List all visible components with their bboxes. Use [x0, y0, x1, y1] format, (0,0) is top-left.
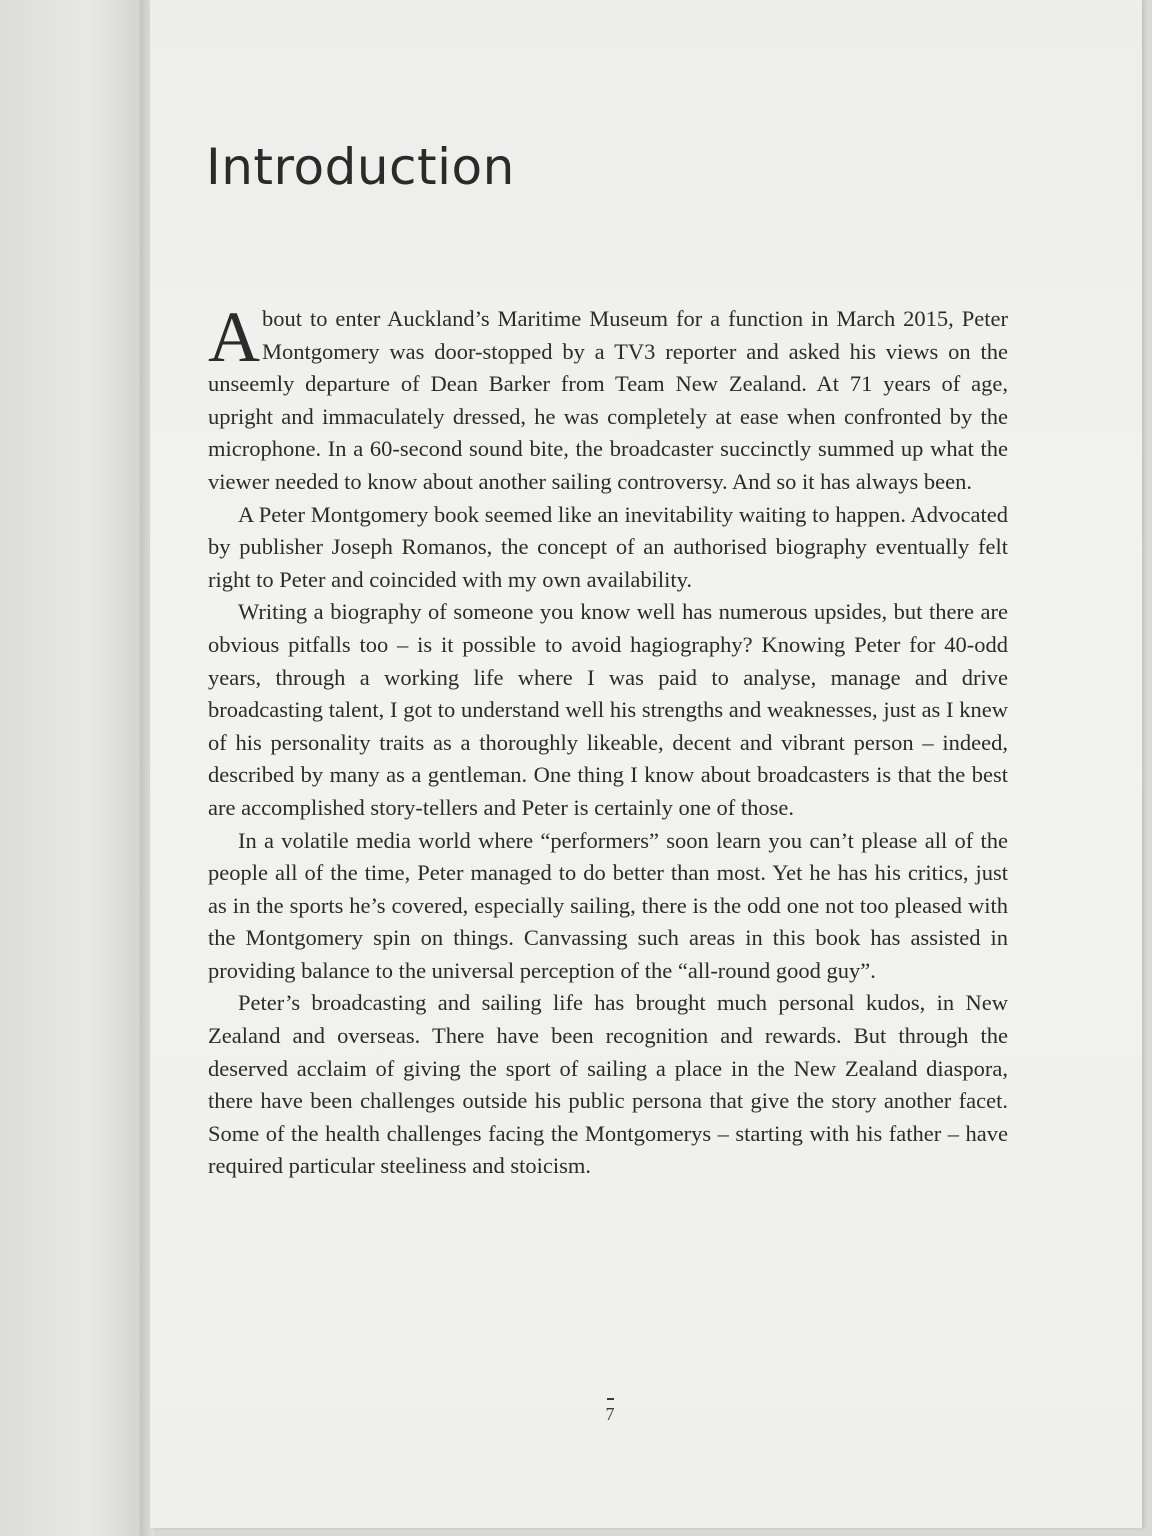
page-number: 7: [150, 1398, 1070, 1425]
body-text: [208, 297, 1008, 1183]
book-page: [150, 0, 1142, 1528]
paragraph-4: In a volatile media world where “performers” soon learn you can’t please all of the people all of the time, Peter managed to do better than most. Yet he has his critics, just as in the sports he’s covered, especially sailing, there is the odd one not too pleased with the Montgomery spin on things. Canvassing such areas in this book has assisted in providing balance to the universal perception of the “all-round good guy”.: [208, 827, 1008, 983]
drop-cap: A: [208, 297, 260, 377]
paragraph-2: A Peter Montgomery book seemed like an inevitability waiting to happen. Advocated by publisher Joseph Romanos, the concept of an authorised biography eventually felt right to Peter and coincided with my own availability.: [208, 501, 1008, 592]
paragraph-3: Writing a biography of someone you know well has numerous upsides, but there are obvious pitfalls too – is it possible to avoid hagiography? Knowing Peter for 40-odd years, through a working life where I was paid to analyse, manage and drive broadcasting talent, I got to understand well his strengths and weaknesses, just as I knew of his personality traits as a thoroughly likeable, decent and vibrant person – indeed, described by many as a gentleman. One thing I know about broadcasters is that the best are accomplished story-tellers and Peter is certainly one of those.: [208, 599, 1008, 820]
paragraph-1-text: bout to enter Auckland’s Maritime Museum for a function in March 2015, Peter Montgomery was door-stopped by a TV3 reporter and asked his views on the unseemly departure of Dean Barker from Team New Zealand. At 71 years of age, upright and immaculately dressed, he was completely at ease when confronted by the microphone. In a 60-second sound bite, the broadcaster succinctly summed up what the viewer needed to know about another sailing controversy. And so it has always been.: [208, 306, 1008, 494]
paragraph-5: Peter’s broadcasting and sailing life has brought much personal kudos, in New Zealand and overseas. There have been recognition and rewards. But through the deserved acclaim of giving the sport of sailing a place in the New Zealand diaspora, there have been challenges outside his public persona that give the story another facet. Some of the health challenges facing the Montgomerys – starting with his father – have required particular steeliness and stoicism.: [208, 990, 1008, 1179]
facing-page-edge: [0, 0, 150, 1536]
chapter-title: Introduction: [206, 138, 515, 196]
paragraph-1: [208, 297, 1008, 499]
